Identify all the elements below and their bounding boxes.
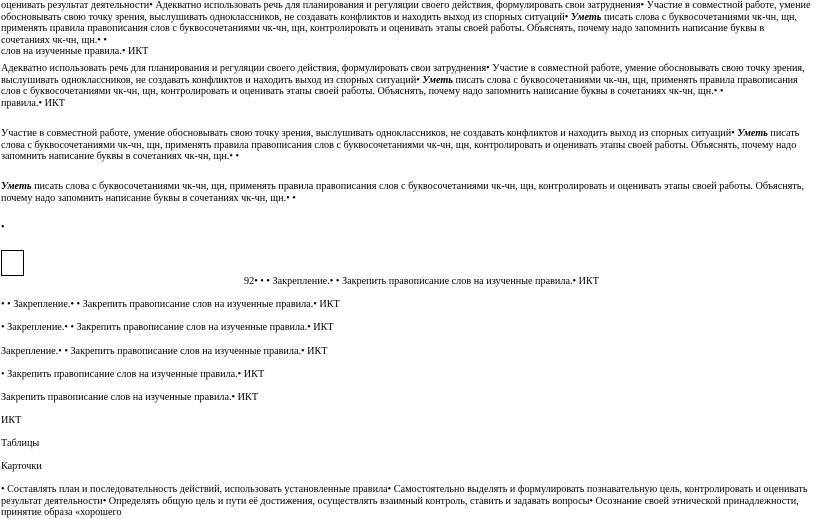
text-segment: Адекватно использовать речь для планирования и регуляции своего действия, формулировать свои затруднения• Участие в совместной работе, умение обосновывать свою точку зрения, выслушивать одноклассников, не создавать конфликтов и находить выход из спорных ситуаций• [1, 63, 805, 86]
reinforce-line-4: • Закрепить правописание слов на изученные правила.• ИКТ [1, 369, 265, 380]
text-segment: правила.• ИКТ [1, 97, 65, 109]
text-segment: писать слова с буквосочетаниями чк-чн, щн, применять правила правописания слов с буквосочетаниями чк-чн, щн, контролировать и оценивать этапы своей работы. Объяснять, почему надо запомнить написание буквы в сочетаниях чк-чн, щн.• • [1, 74, 798, 98]
tables-label: Таблицы [1, 438, 40, 449]
bullet-line: • [1, 222, 5, 233]
cards-label: Карточки [1, 461, 42, 472]
reinforce-line-5: Закрепить правописание слов на изученные правила.• ИКТ [1, 392, 259, 403]
emphasis-umet: Уметь [422, 74, 453, 86]
text-block-4 [1, 181, 813, 204]
emphasis-umet: Уметь [570, 11, 602, 23]
text-block-2 [1, 63, 813, 109]
text-segment: слов на изученные правила.• ИКТ [1, 46, 149, 58]
text-block-1 [1, 0, 813, 58]
reinforce-line-1: • • Закрепление.• • Закрепить правописание слов на изученные правила.• ИКТ [1, 299, 340, 310]
reinforce-line-3: Закрепление.• • Закрепить правописание слов на изученные правила.• ИКТ [1, 346, 328, 357]
text-segment: писать слова с буквосочетаниями чк-чн, щн, применять правила правописания слов с буквосочетаниями чк-чн, щн, контролировать и оценивать этапы своей работы. Объяснять, почему надо запомнить написание буквы в сочетаниях чк-чн, щн.• • [1, 181, 805, 204]
reinforce-line-2: • Закрепление.• • Закрепить правописание слов на изученные правила.• ИКТ [1, 322, 334, 333]
text-block-3 [1, 128, 813, 163]
text-segment: Участие в совместной работе, умение обосновывать свою точку зрения, выслушивать одноклассников, не создавать конфликтов и находить выход из спорных ситуаций• [1, 128, 738, 139]
ikt-label: ИКТ [1, 415, 22, 426]
emphasis-umet: Уметь [1, 181, 32, 192]
empty-table-cell [1, 250, 24, 276]
text-segment: писать слова с буквосочетаниями чк-чн, щн, применять правила правописания слов с буквосочетаниями чк-чн, щн, контролировать и оценивать этапы своей работы. Объяснять, почему надо запомнить написание буквы в сочетаниях чк-чн, щн.• • [1, 128, 800, 163]
emphasis-umet: Уметь [737, 128, 768, 139]
text-segment: оценивать результат деятельности• Адекватно использовать речь для планирования и регуляции своего действия, формулировать свои затруднения• Участие в совместной работе, умение обосновывать свою точку зрения, выслушивать одноклассников, не создавать конфликтов и находить выход из спорных ситуаций• [1, 0, 811, 23]
text-segment: писать слова с буквосочетаниями чк-чн, щн, применять правила правописания слов с буквосочетаниями чк-чн, щн, контролировать и оценивать этапы своей работы. Объяснять, почему надо запомнить написание буквы в сочетаниях чк-чн, щн.• • [1, 11, 797, 46]
lesson-92-line: 92• • • Закрепление.• • Закрепить правописание слов на изученные правила.• ИКТ [244, 276, 600, 287]
bottom-text-block: • Составлять план и последовательность действий, использовать установленные правила• Самостоятельно выделять и формулировать познавательную цель, контролировать и оценивать результат деятельности• Определять общую цель и пути её достижения, осуществлять взаимный контроль, ставить и задавать вопросы• Осознание своей этнической принадлежности, принятие образа «хорошего [1, 484, 808, 519]
